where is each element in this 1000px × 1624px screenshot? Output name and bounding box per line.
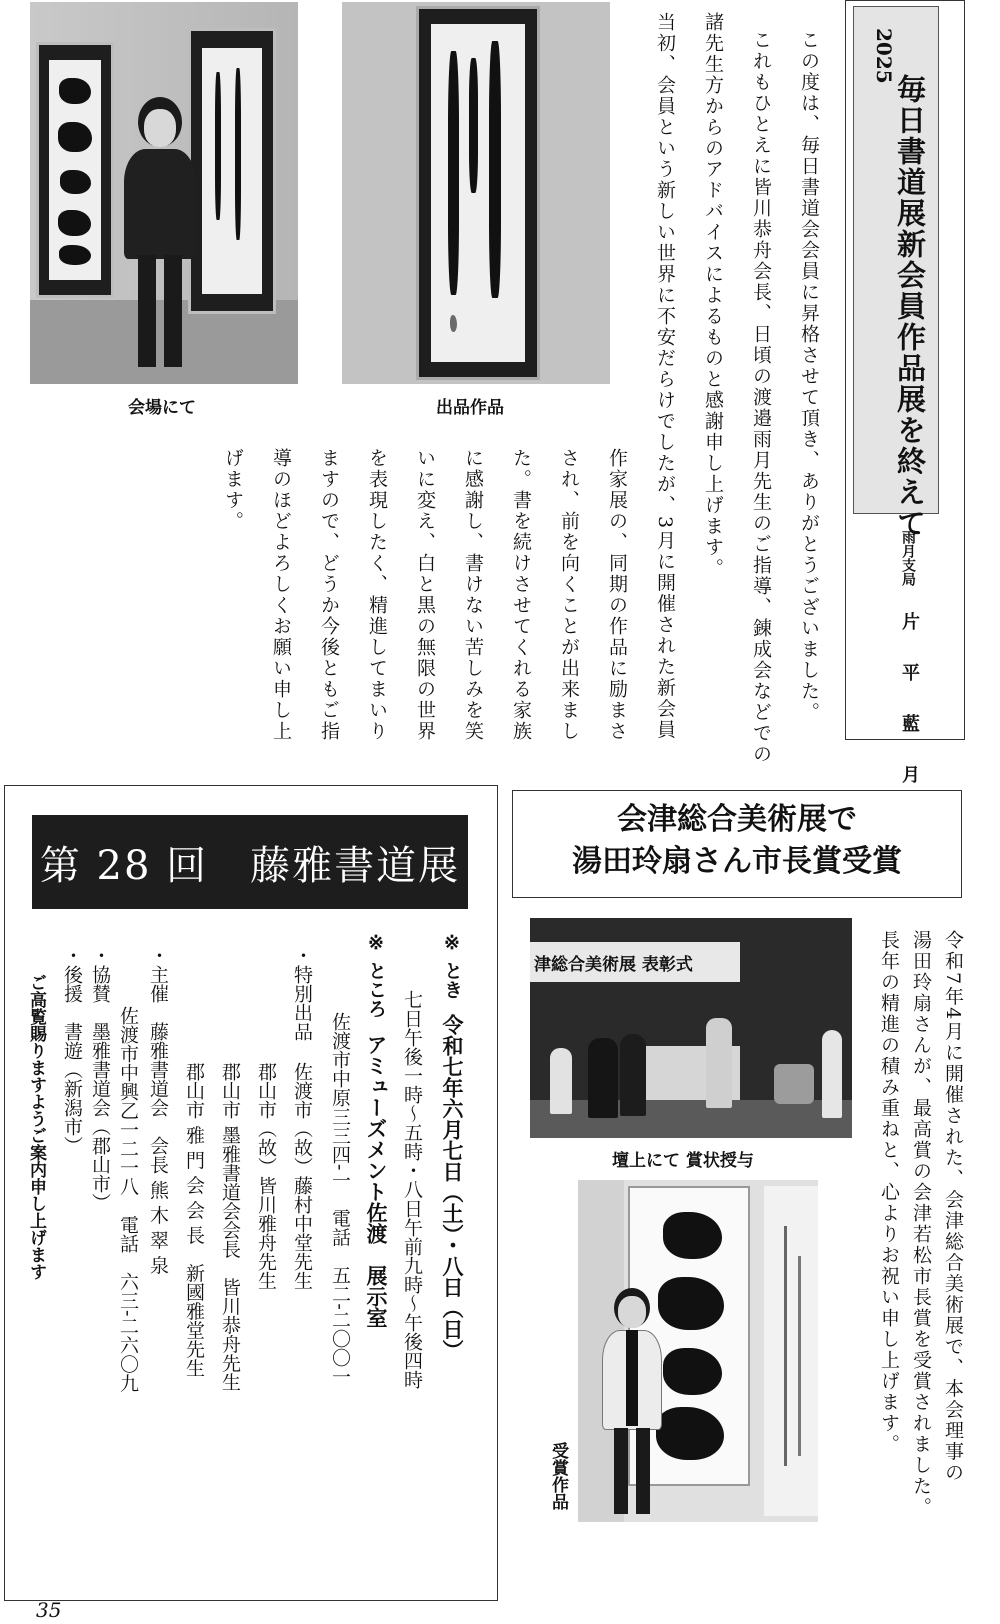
award-body-col-1: 令和7年4月に開催された、会津総合美術展で、本会理事の bbox=[942, 930, 964, 1484]
article-title: 毎日書道展新会員作品展を終えて bbox=[893, 74, 927, 539]
article-body-col-3: 諸先生方からのアドバイスによるものと感謝申し上げます。 bbox=[702, 12, 724, 579]
when-mark: ※ とき bbox=[441, 932, 463, 999]
special-label: ・特別出品 bbox=[291, 946, 313, 1041]
article-body-col-7: た。書を続けさせてくれる家族 bbox=[510, 448, 532, 742]
article-author-branch: 雨月支局 bbox=[900, 530, 916, 586]
special-entry-3: 郡山市 墨雅書道会会長 皆川恭舟先生 bbox=[219, 1062, 241, 1392]
host-address: 佐渡市中興乙一二一八 電話 六三‐二六〇九 bbox=[117, 1006, 139, 1393]
award-body-col-3: 長年の精進の積み重ねと、心よりお祝い申し上げます。 bbox=[878, 930, 900, 1455]
article-body-col-10: を表現したく、精進してまいり bbox=[366, 448, 388, 742]
stage-banner-text: 津総合美術展 表彰式 bbox=[534, 955, 693, 975]
article-body-col-6: され、前を向くことが出来まし bbox=[558, 448, 580, 742]
venue-photo bbox=[30, 2, 298, 384]
special-entry-4: 郡山市 雅 門 会 会 長 新國雅堂先生 bbox=[183, 1062, 205, 1378]
exhibited-work-photo bbox=[342, 2, 610, 384]
venue-photo-caption: 会場にて bbox=[128, 398, 196, 418]
where-mark: ※ ところ bbox=[365, 932, 387, 1018]
award-body-col-2: 湯田玲扇さんが、最高賞の会津若松市長賞を受賞されました。 bbox=[910, 930, 932, 1518]
award-title-line-1: 会津総合美術展で bbox=[617, 802, 857, 837]
article-body-col-9: いに変え、白と黒の無限の世界 bbox=[414, 448, 436, 742]
where-place: アミューズメント佐渡 展示室 bbox=[364, 1034, 389, 1328]
page-number: 35 bbox=[36, 1598, 62, 1622]
article-body-col-4: 当初、会員という新しい世界に不安だらけでしたが、3月に開催された新会員 bbox=[654, 12, 676, 741]
article-body-col-12: 導のほどよろしくお願い申し上 bbox=[270, 448, 292, 742]
support: ・後援 書遊（新潟市） bbox=[61, 946, 83, 1155]
article-body-col-11: ますので、どうか今後ともご指 bbox=[318, 448, 340, 742]
when-time: 七日午後一時〜五時・八日午前九時〜午後四時 bbox=[401, 990, 423, 1389]
award-title-line-2: 湯田玲扇さん市長賞受賞 bbox=[572, 844, 902, 879]
article-body-col-13: げます。 bbox=[222, 448, 244, 532]
article-body-col-2: これもひとえに皆川恭舟会長、日頃の渡邉雨月先生のご指導、錬成会などでの bbox=[750, 30, 772, 765]
award-work-caption: 受賞作品 bbox=[548, 1442, 568, 1510]
exhibition-title: 第 28 回 藤雅書道展 bbox=[32, 815, 468, 909]
article-author-name: 片 平 藍 月 bbox=[899, 612, 920, 789]
article-year: 2025 bbox=[872, 28, 896, 84]
where-address: 佐渡市中原三三四‐一 電話 五二‐二〇〇一 bbox=[329, 1012, 351, 1386]
special-entry-1: 佐渡市（故）藤村中堂先生 bbox=[291, 1062, 313, 1290]
exhibited-work-caption: 出品作品 bbox=[436, 398, 504, 418]
when-date: 令和七年六月七日（土）・八日（日） bbox=[440, 1014, 465, 1361]
sponsor: ・協賛 墨雅書道会（郡山市） bbox=[89, 946, 111, 1212]
article-body-col-5: 作家展の、同期の作品に励まさ bbox=[606, 448, 628, 742]
article-body-col-8: に感謝し、書けない苦しみを笑 bbox=[462, 448, 484, 742]
exhibition-closing: ご高覧賜りますようご案内申し上げます bbox=[26, 974, 46, 1280]
award-stage-photo bbox=[530, 918, 852, 1138]
host: ・主催 藤雅書道会 会長 熊 木 翠 泉 bbox=[147, 946, 169, 1275]
special-entry-2: 郡山市（故）皆川雅舟先生 bbox=[255, 1062, 277, 1290]
award-stage-caption: 壇上にて 賞状授与 bbox=[612, 1151, 754, 1171]
award-work-photo bbox=[578, 1180, 818, 1522]
award-title-frame bbox=[512, 790, 962, 898]
article-body-col-1: この度は、毎日書道会会員に昇格させて頂き、ありがとうございました。 bbox=[798, 30, 820, 723]
